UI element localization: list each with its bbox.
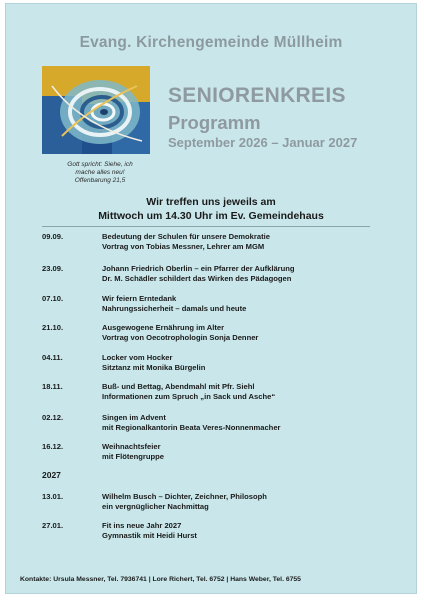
event-date: 07.10. xyxy=(42,294,64,303)
bible-quote xyxy=(50,161,150,185)
event-date: 09.09. xyxy=(42,232,64,241)
spiral-artwork-image xyxy=(42,66,150,154)
event-title: Locker vom Hocker xyxy=(102,353,173,362)
event-title: Buß- und Bettag, Abendmahl mit Pfr. Siehl xyxy=(102,382,255,391)
event-title: Singen im Advent xyxy=(102,413,166,422)
flyer-page xyxy=(6,4,416,593)
meeting-line-1: Wir treffen uns jeweils am xyxy=(146,196,276,208)
quote-line-2: mache alles neu! xyxy=(75,169,125,176)
event-detail: Sitztanz mit Monika Bürgelin xyxy=(102,363,206,372)
event-date: 13.01. xyxy=(42,492,64,501)
event-detail: ein vergnüglicher Nachmittag xyxy=(102,502,209,511)
event-title: Wilhelm Busch – Dichter, Zeichner, Philosoph xyxy=(102,492,267,501)
quote-source: Offenbarung 21,5 xyxy=(74,177,126,184)
event-date: 21.10. xyxy=(42,323,64,332)
event-date: 18.11. xyxy=(42,382,63,391)
program-title: SENIORENKREIS xyxy=(168,84,346,107)
year-label: 2027 xyxy=(42,470,61,480)
event-title: Fit ins neue Jahr 2027 xyxy=(102,521,182,530)
organization-title: Evang. Kirchengemeinde Müllheim xyxy=(79,34,343,51)
event-title: Weihnachtsfeier xyxy=(102,442,161,451)
event-date: 02.12. xyxy=(42,413,64,422)
event-detail: mit Regionalkantorin Beata Veres-Nonnenmacher xyxy=(102,423,281,432)
program-period: September 2026 – Januar 2027 xyxy=(168,135,358,150)
event-detail: Vortrag von Oecotrophologin Sonja Denner xyxy=(102,333,259,342)
event-detail: Nahrungssicherheit – damals und heute xyxy=(102,304,247,313)
event-detail: mit Flötengruppe xyxy=(102,452,165,461)
event-title: Bedeutung der Schulen für unsere Demokratie xyxy=(102,232,270,241)
meeting-info xyxy=(6,195,416,223)
meeting-line-2: Mittwoch um 14.30 Uhr im Ev. Gemeindehaus xyxy=(98,210,324,222)
contacts-footer: Kontakte: Ursula Messner, Tel. 7936741 | Lore Richert, Tel. 6752 | Hans Weber, Tel. 6755 xyxy=(20,576,301,583)
event-detail: Vortrag von Tobias Messner, Lehrer am MGM xyxy=(102,242,265,251)
event-date: 04.11. xyxy=(42,353,63,362)
event-date: 27.01. xyxy=(42,521,64,530)
program-subtitle: Programm xyxy=(168,112,261,133)
event-detail: Gymnastik mit Heidi Hurst xyxy=(102,531,197,540)
divider xyxy=(42,226,370,227)
event-title: Wir feiern Erntedank xyxy=(102,294,177,303)
event-detail: Informationen zum Spruch „in Sack und Asche“ xyxy=(102,392,276,401)
event-date: 23.09. xyxy=(42,264,64,273)
event-date: 16.12. xyxy=(42,442,64,451)
quote-line-1: Gott spricht: Siehe, ich xyxy=(67,161,133,168)
event-title: Johann Friedrich Oberlin – ein Pfarrer der Aufklärung xyxy=(102,264,295,273)
event-title: Ausgewogene Ernährung im Alter xyxy=(102,323,225,332)
event-detail: Dr. M. Schädler schildert das Wirken des Pädagogen xyxy=(102,274,292,283)
